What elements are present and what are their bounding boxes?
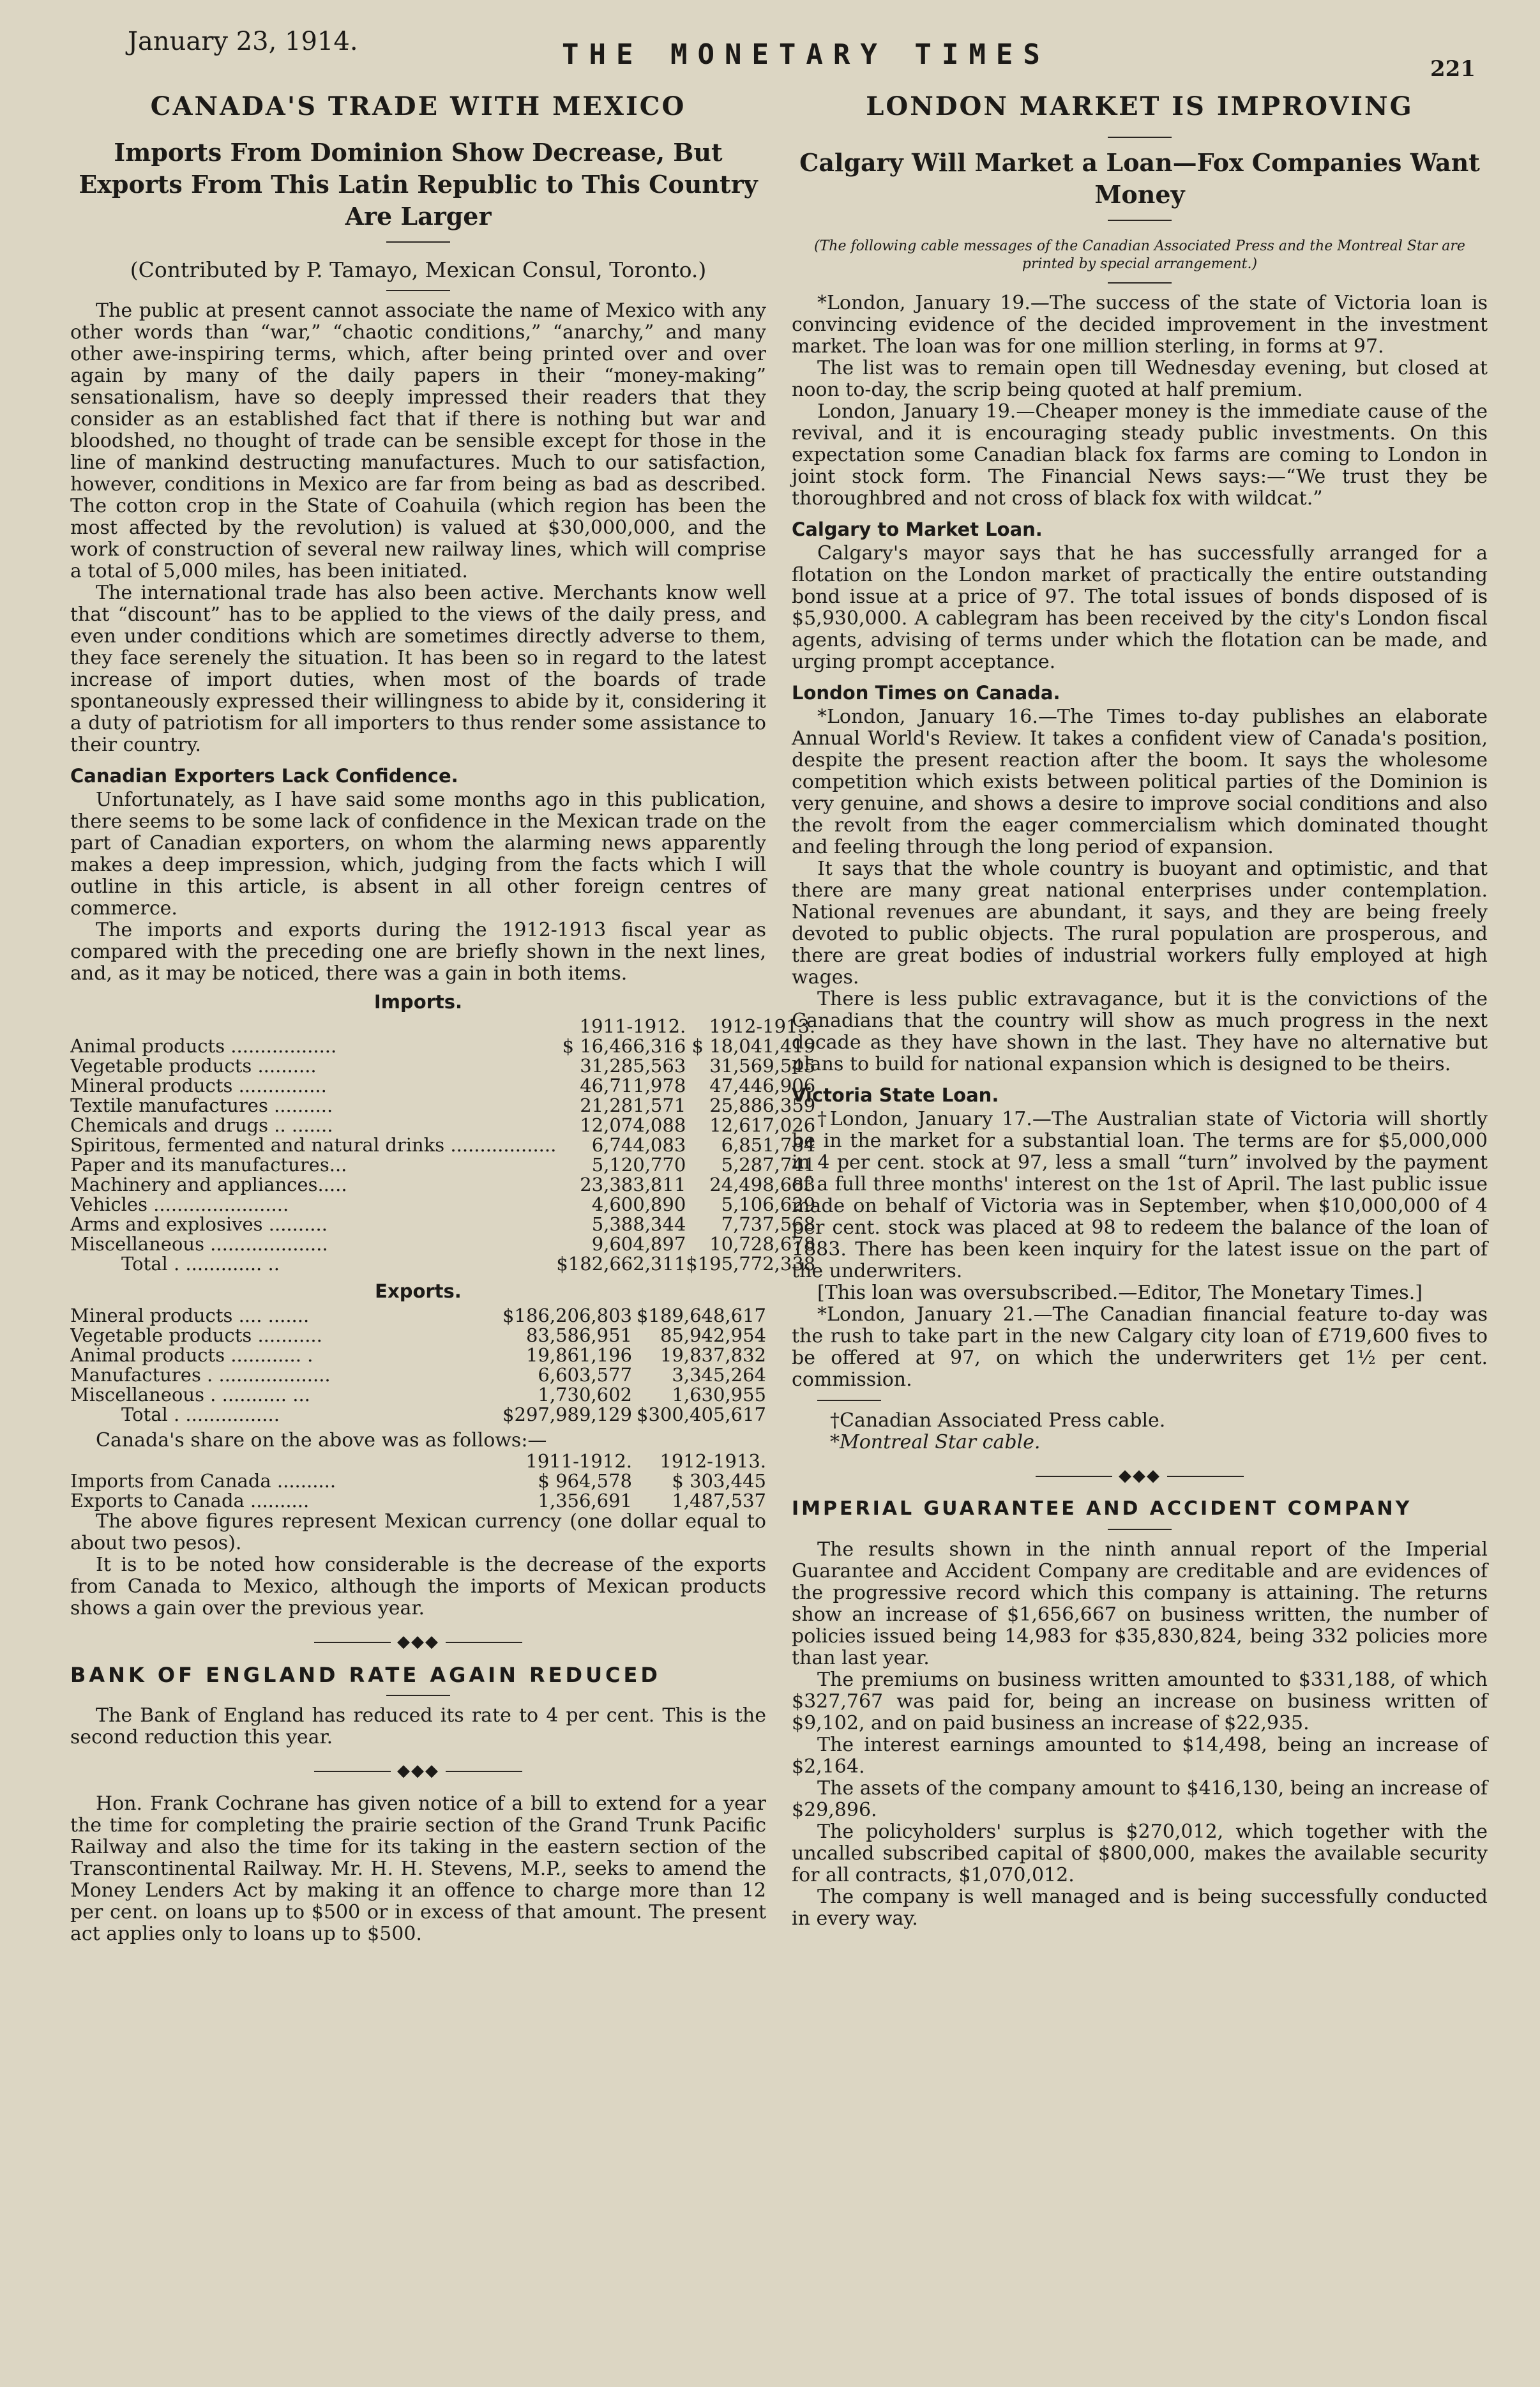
divider <box>386 290 450 291</box>
cell-value: 19,861,196 <box>525 1344 632 1366</box>
paragraph: Calgary's mayor says that he has successfully arranged for a flotation on the London market of practically the entire outstanding bond issue at a price of 97. The total issues of bonds disposed of is $5,930,000. A cablegram has been received by the city's London fiscal agents, advising of terms under which the flotation can be made, and urging prompt acceptance. <box>792 542 1488 673</box>
ornament-divider: ◆◆◆ <box>70 1760 766 1782</box>
table-row <box>70 1491 766 1511</box>
cell-value: 85,942,954 <box>660 1324 766 1346</box>
paragraph: The policyholders' surplus is $270,012, which together with the uncalled subscribed capital of $800,000, makes the available security for all contracts, $1,070,012. <box>792 1821 1488 1886</box>
total-row: Total . ................ $297,989,129 $300,405,617 <box>121 1404 766 1425</box>
cable-note: (The following cable messages of the Canadian Associated Press and the Montreal Star are printed by special arrangement.) <box>814 238 1465 272</box>
row-label: Miscellaneous . ........... ... <box>70 1385 310 1405</box>
imports-heading: Imports. <box>374 991 463 1013</box>
row-label: Mineral products ............... <box>70 1076 327 1096</box>
cell-value: 83,586,951 <box>525 1324 632 1346</box>
paragraph: There is less public extravagance, but it is the convictions of the Canadians that the country will show as much progress in the next decade as they have shown in the last. They have no alternative but plans to build for national expansion which is designed to be theirs. <box>792 988 1488 1075</box>
article-headline-london: LONDON MARKET IS IMPROVING <box>866 91 1414 121</box>
row-label: Chemicals and drugs .. ....... <box>70 1116 333 1135</box>
column-header: 1912-1913. <box>709 1015 816 1037</box>
table-row <box>70 1096 815 1116</box>
editor-note: [This loan was oversubscribed.—Editor, The Monetary Times.] <box>817 1282 1423 1304</box>
cell-value: 5,388,344 <box>591 1213 686 1235</box>
article-credit: (Contributed by P. Tamayo, Mexican Consul, Toronto.) <box>130 257 707 282</box>
paragraph: The company is well managed and is being successfully conducted in every way. <box>792 1886 1488 1930</box>
divider <box>1108 282 1172 284</box>
cell-value: 9,604,897 <box>591 1233 686 1255</box>
article-headline-boe: BANK OF ENGLAND RATE AGAIN REDUCED <box>70 1663 661 1687</box>
paragraph: The above figures represent Mexican currency (one dollar equal to about two pesos). <box>70 1510 766 1554</box>
table-header-row: 1911-1912. 1912-1913. <box>525 1450 766 1472</box>
cell-value: 7,737,568 <box>721 1213 816 1235</box>
cell-value: 47,446,906 <box>709 1075 816 1096</box>
left-column <box>70 89 816 1945</box>
paragraph: The interest earnings amounted to $14,498, being an increase of $2,164. <box>792 1734 1488 1778</box>
paragraph: †London, January 17.—The Australian state of Victoria will shortly be in the market for a substantial loan. The terms are for $5,000,000 in 4 per cent. stock at 97, less a small “turn” involved by the payment of a full three months' interest on the 1st of April. The last public issue made on behalf of Victoria was in September, when $10,000,000 of 4 per cent. stock was placed at 98 to redeem the balance of the loan of 1883. There has been keen inquiry for the latest issue on the part of the underwriters. <box>792 1108 1488 1282</box>
subheading: London Times on Canada. <box>792 682 1061 704</box>
cell-value: 31,285,563 <box>580 1055 686 1077</box>
row-label: Miscellaneous .................... <box>70 1234 328 1254</box>
paragraph: *London, January 21.—The Canadian financial feature to-day was the rush to take part in the new Calgary city loan of £719,600 fives to be offered at 97, on which the underwriters get 1½ per cent. commission. <box>792 1303 1488 1391</box>
row-label: Animal products .................. <box>70 1036 337 1056</box>
cell-value: 46,711,978 <box>580 1075 686 1096</box>
cell-value: 25,886,359 <box>709 1095 816 1116</box>
running-header <box>0 0 1540 82</box>
row-label: Paper and its manufactures... <box>70 1155 347 1175</box>
article-deck-london: Calgary Will Market a Loan—Fox Companies Want Money <box>799 148 1480 209</box>
row-label: Manufactures . ................... <box>70 1365 331 1385</box>
cell-value: 6,744,083 <box>591 1134 686 1156</box>
cell-value: 10,728,678 <box>709 1233 816 1255</box>
paragraph: Hon. Frank Cochrane has given notice of a bill to extend for a year the time for completing the prairie section of the Grand Trunk Pacific Railway and also the time for its taking in the eastern section of the Transcontinental Railway. Mr. H. H. Stevens, M.P., seeks to amend the Money Lenders Act by making it an offence to charge more than 12 per cent. on loans up to $500 or in excess of that amount. The present act applies only to loans up to $500. <box>70 1792 766 1945</box>
paragraph: The results shown in the ninth annual report of the Imperial Guarantee and Accident Company are creditable and are evidences of the progressive record which this company is attaining. The returns show an increase of $1,656,667 on business written, the number of policies issued being 14,983 for $35,830,824, being 332 policies more than last year. <box>792 1538 1488 1669</box>
row-label: Vehicles ....................... <box>70 1195 289 1215</box>
paragraph: The imports and exports during the 1912-1913 fiscal year as compared with the preceding one are briefly shown in the next lines, and, as it may be noticed, there was a gain in both items. <box>70 919 766 985</box>
cell-value: 4,600,890 <box>591 1194 686 1215</box>
article-headline-igc: IMPERIAL GUARANTEE AND ACCIDENT COMPANY <box>792 1497 1412 1520</box>
table-row <box>70 1306 766 1326</box>
divider <box>386 1695 450 1696</box>
paragraph: The public at present cannot associate the name of Mexico with any other words than “war,” “chaotic conditions,” “anarchy,” and many other awe-inspiring terms, which, after being printed over and over again by many of the daily papers in their “money-making” sensationalism, have so deeply impressed their readers that they consider as an established fact that if there is nothing but war and bloodshed, no thought of trade can be sensible except for those in the line of mankind destructing manufactures. Much to our satisfaction, however, conditions in Mexico are far from being as bad as described. The cotton crop in the State of Coahuila (which region has been the most affected by the revolution) is valued at $30,000,000, and the work of construction of several new railway lines, which will comprise a total of 5,000 miles, has been initiated. <box>70 299 766 582</box>
cell-value: 6,851,784 <box>721 1134 816 1156</box>
paragraph: The assets of the company amount to $416,130, being an increase of $29,896. <box>792 1777 1488 1821</box>
row-label: Spiritous, fermented and natural drinks .................. <box>70 1135 557 1155</box>
subheading: Canadian Exporters Lack Confidence. <box>70 765 458 787</box>
cell-value: 5,120,770 <box>591 1154 686 1176</box>
table-header-row <box>70 1017 815 1036</box>
cell-value: 1,730,602 <box>538 1384 632 1406</box>
divider <box>386 241 450 243</box>
cell-value: $ 18,041,419 <box>691 1035 816 1057</box>
divider <box>1108 137 1172 138</box>
cell-value: 23,383,811 <box>580 1174 686 1195</box>
row-label: Exports to Canada .......... <box>70 1491 310 1511</box>
table-row <box>70 1036 815 1056</box>
row-label: Arms and explosives .......... <box>70 1215 328 1234</box>
table-row <box>70 1195 815 1215</box>
column-header: 1911-1912. <box>579 1015 686 1037</box>
article-deck-mexico: Imports From Dominion Show Decrease, But Exports From This Latin Republic to This Country Are Larger <box>79 138 758 231</box>
cell-value: 5,106,629 <box>721 1194 816 1215</box>
cell-value: 1,487,537 <box>672 1490 766 1512</box>
table-row <box>70 1135 815 1155</box>
table-row <box>70 1155 815 1175</box>
cell-value: 1,630,955 <box>672 1384 766 1406</box>
cell-value: 6,603,577 <box>538 1364 632 1386</box>
table-row <box>70 1175 815 1195</box>
imports-table <box>70 1017 815 1274</box>
row-label: Vegetable products ........... <box>70 1326 322 1345</box>
row-label: Mineral products .... ....... <box>70 1306 310 1326</box>
table-row <box>70 1345 766 1365</box>
table-row <box>70 1471 766 1491</box>
article-headline-mexico: CANADA'S TRADE WITH MEXICO <box>150 91 686 121</box>
paragraph: The list was to remain open till Wednesday evening, but closed at noon to-day, the scrip being quoted at half premium. <box>792 357 1488 401</box>
footnote: †Canadian Associated Press cable. <box>830 1409 1166 1432</box>
cell-value: $ 16,466,316 <box>562 1035 686 1057</box>
row-label: Textile manufactures .......... <box>70 1096 333 1116</box>
cell-value: 12,617,026 <box>709 1114 816 1136</box>
paragraph: It says that the whole country is buoyant and optimistic, and that there are many great national enterprises under contemplation. National revenues are abundant, it says, and they are being freely devoted to public objects. The rural population are prosperous, and there are great bodies of industrial workers fully employed at high wages. <box>792 858 1488 989</box>
ornament-divider: ◆◆◆ <box>792 1465 1488 1487</box>
paragraph: The international trade has also been active. Merchants know well that “discount” has to be applied to the views of the daily press, and even under conditions which are sometimes directly adverse to them, they face serenely the situation. It has been so in regard to the latest increase of import duties, when most of the boards of trade spontaneously expressed their willingness to abide by it, considering it a duty of patriotism for all importers to thus render some assistance to their country. <box>70 582 766 756</box>
table-row <box>70 1326 766 1345</box>
table-row <box>70 1234 815 1254</box>
row-label: Imports from Canada .......... <box>70 1471 336 1491</box>
divider <box>1108 1529 1172 1530</box>
cell-value: 24,498,683 <box>709 1174 816 1195</box>
divider <box>817 1400 881 1401</box>
table-row <box>70 1056 815 1076</box>
table-row <box>70 1385 766 1405</box>
paragraph: London, January 19.—Cheaper money is the immediate cause of the revival, and it is encouraging steady public investments. On this expectation some Canadian black fox farms are coming to London in joint stock form. The Financial News says:—“We trust they be thoroughbred and not cross of black fox with wildcat.” <box>792 400 1488 510</box>
paragraph: Canada's share on the above was as follows:— <box>96 1429 547 1451</box>
page-number: 221 <box>1430 56 1476 82</box>
row-label: Vegetable products .......... <box>70 1056 317 1076</box>
cell-value: 12,074,088 <box>580 1114 686 1136</box>
cell-value: $189,648,617 <box>637 1305 766 1326</box>
right-column <box>792 89 1488 1930</box>
exports-heading: Exports. <box>375 1280 462 1302</box>
paragraph: *London, January 16.—The Times to-day publishes an elaborate Annual World's Review. It takes a confident view of Canada's position, despite the present reaction after the boom. It says the wholesome competition which exists between political parties of the Dominion is very genuine, and shows a desire to improve social conditions and also the revolt from the eager commercialism which dominated thought and feeling through the long period of expansion. <box>792 706 1488 858</box>
table-row <box>70 1076 815 1096</box>
paragraph: *London, January 19.—The success of the state of Victoria loan is convincing evidence of the decided improvement in the investment market. The loan was for one million sterling, in forms at 97. <box>792 292 1488 358</box>
cell-value: $186,206,803 <box>502 1305 632 1326</box>
paragraph: The premiums on business written amounted to $331,188, of which $327,767 was paid for, being an increase on business written of $9,102, and on paid business an increase of $22,935. <box>792 1669 1488 1734</box>
paragraph: The Bank of England has reduced its rate to 4 per cent. This is the second reduction this year. <box>70 1704 766 1748</box>
share-table <box>70 1451 766 1511</box>
cell-value: 19,837,832 <box>660 1344 766 1366</box>
issue-date: January 23, 1914. <box>128 27 358 56</box>
cell-value: 21,281,571 <box>580 1095 686 1116</box>
cell-value: $ 964,578 <box>538 1470 632 1492</box>
paragraph: It is to be noted how considerable is the decrease of the exports from Canada to Mexico, although the imports of Mexican products shows a gain over the previous year. <box>70 1554 766 1619</box>
table-row <box>70 1116 815 1135</box>
subheading: Calgary to Market Loan. <box>792 519 1043 540</box>
divider <box>1108 220 1172 221</box>
cell-value: 31,569,545 <box>709 1055 816 1077</box>
row-label: Animal products ............ . <box>70 1345 313 1365</box>
cell-value: 5,287,741 <box>721 1154 816 1176</box>
ornament-divider: ◆◆◆ <box>70 1631 766 1653</box>
cell-value: $ 303,445 <box>672 1470 766 1492</box>
table-row <box>70 1215 815 1234</box>
footnote: *Montreal Star cable. <box>830 1431 1041 1453</box>
subheading: Victoria State Loan. <box>792 1084 999 1106</box>
cell-value: 3,345,264 <box>672 1364 766 1386</box>
exports-table <box>70 1306 766 1425</box>
journal-title: THE MONETARY TIMES <box>562 38 1050 71</box>
total-row: Total . ............. .. $182,662,311 $195,772,338 <box>121 1253 816 1275</box>
table-row <box>70 1365 766 1385</box>
row-label: Machinery and appliances..... <box>70 1175 347 1195</box>
cell-value: 1,356,691 <box>538 1490 632 1512</box>
paragraph: Unfortunately, as I have said some months ago in this publication, there seems to be some lack of confidence in the Mexican trade on the part of Canadian exporters, on whom the alarming news apparently makes a deep impression, which, judging from the facts which I will outline in this article, is absent in all other foreign centres of commerce. <box>70 789 766 920</box>
